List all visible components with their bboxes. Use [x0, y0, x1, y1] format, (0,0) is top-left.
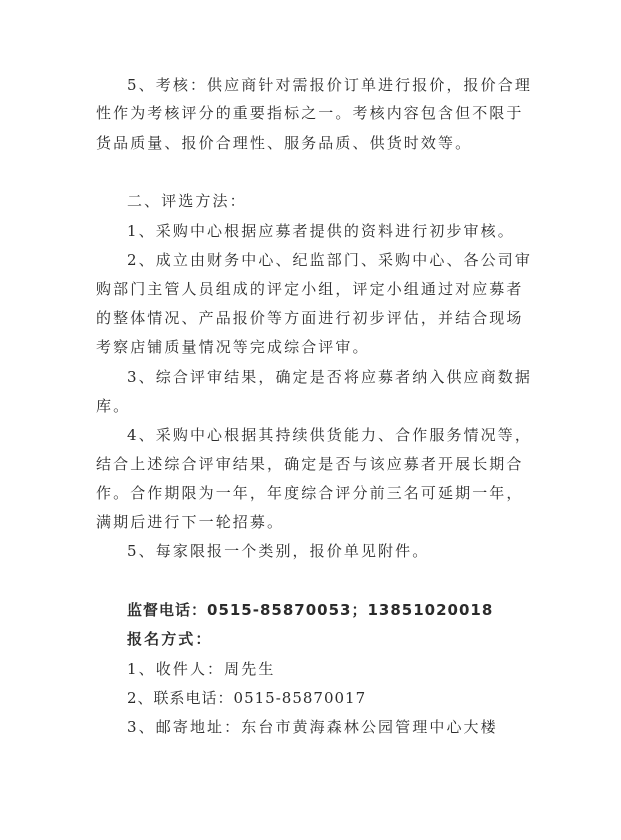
mailing-address: 3、邮寄地址：东台市黄海森林公园管理中心大楼: [127, 718, 498, 736]
evaluation-line-5: 考察店铺质量情况等完成综合评审。: [96, 338, 370, 356]
signup-heading: 报名方式：: [127, 630, 213, 648]
evaluation-line-1: 1、采购中心根据应募者提供的资料进行初步审核。: [127, 222, 515, 240]
evaluation-line-12: 5、每家限报一个类别，报价单见附件。: [127, 542, 430, 560]
evaluation-line-7: 库。: [96, 397, 131, 415]
evaluation-line-4: 的整体情况、产品报价等方面进行初步评估，并结合现场: [96, 309, 524, 327]
section5-line-3: 货品质量、报价合理性、服务品质、供货时效等。: [96, 134, 473, 152]
recipient: 1、收件人：周先生: [127, 660, 276, 678]
section5-line-2: 性作为考核评分的重要指标之一。考核内容包含但不限于: [96, 104, 524, 122]
evaluation-line-11: 满期后进行下一轮招募。: [96, 513, 285, 531]
section5-line-1: 5、考核：供应商针对需报价订单进行报价，报价合理: [127, 76, 532, 94]
contact-phone: 2、联系电话：0515-85870017: [127, 689, 367, 707]
evaluation-line-8: 4、采购中心根据其持续供货能力、合作服务情况等，: [127, 426, 532, 444]
evaluation-line-2: 2、成立由财务中心、纪监部门、采购中心、各公司审: [127, 251, 532, 269]
evaluation-heading: 二、评选方法：: [127, 192, 247, 210]
supervision-phone: 监督电话：0515-85870053；13851020018: [127, 601, 494, 619]
evaluation-line-6: 3、综合评审结果，确定是否将应募者纳入供应商数据: [127, 368, 532, 386]
evaluation-line-9: 结合上述综合评审结果，确定是否与该应募者开展长期合: [96, 455, 524, 473]
evaluation-line-3: 购部门主管人员组成的评定小组，评定小组通过对应募者: [96, 280, 524, 298]
evaluation-line-10: 作。合作期限为一年，年度综合评分前三名可延期一年，: [96, 484, 524, 502]
